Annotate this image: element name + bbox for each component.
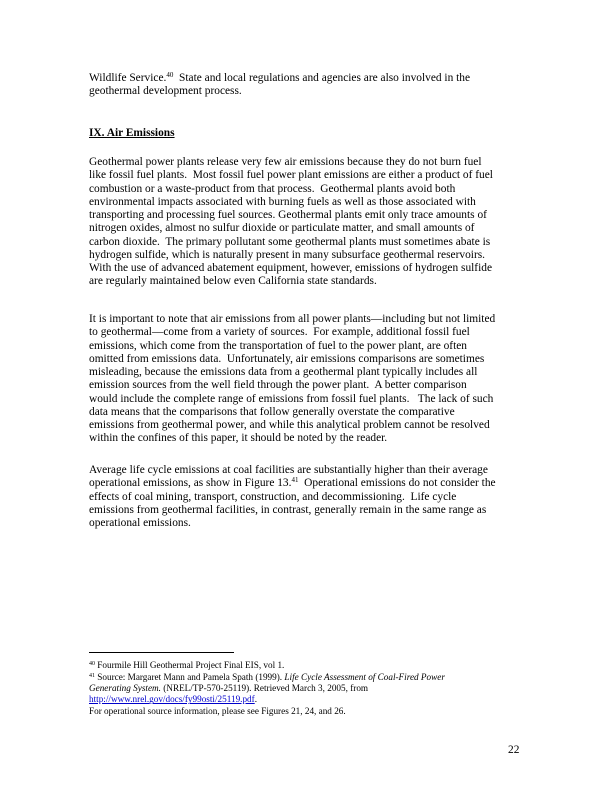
paragraph-line: Geothermal power plants release very few air emissions because they do not burn fuel (89, 156, 482, 168)
paragraph-line: within the confines of this paper, it should be noted by the reader. (89, 432, 388, 445)
paragraph-line: like fossil fuel plants. Most fossil fuel power plant emissions are either a product of fuel (89, 169, 493, 182)
footnote-41: $^{41}$ Source: Margaret Mann and Pamela Spath (1999). Life Cycle Assessment of Coal-Fired Power Generating System. (NREL/TP-570-25119). Retrieved March 3, 2005, from http://www.nrel.gov/docs/fy99osti/25119.pdf. For operational source information, please see Figures 21, 24, and 26. (89, 672, 529, 717)
paragraph-line: With the use of advanced abatement equipment, however, emissions of hydrogen sulfide (89, 262, 493, 274)
citation-title: Life Cycle Assessment of Coal-Fired Power (284, 672, 445, 682)
footnote-text: Source: Margaret Mann and Pamela Spath (1999). (95, 672, 285, 682)
paragraph-line: misleading, because the emissions data from a geothermal plant typically includes all (89, 366, 478, 378)
footnote-text: (NREL/TP-570-25119). Retrieved March 3, 2005, from (160, 683, 369, 694)
paragraph-line: to geothermal—come from a variety of sources. For example, additional fossil fuel (89, 326, 470, 339)
paragraph-line: Average life cycle emissions at coal facilities are substantially higher than their average (89, 464, 488, 476)
paragraph-line: emissions from geothermal power, and while this analytical problem cannot be resolved (89, 419, 490, 431)
paragraph-line: It is important to note that air emissions from all power plants—including but not limited (89, 313, 496, 325)
footnote-40 (89, 660, 529, 671)
paragraph-line: emissions from geothermal facilities, in contrast, generally remain in the same range as (89, 503, 487, 516)
paragraph-line: combustion or a waste-product from that process. Geothermal plants avoid both (89, 182, 456, 195)
footnote-separator (89, 652, 234, 653)
paragraph-2 (89, 313, 525, 446)
paragraph-line: environmental impacts associated with burning fuels as well as those associated with (89, 195, 476, 208)
paragraph-line: operational emissions, as show in Figure 13.41 Operational emissions do not consider the (89, 476, 496, 490)
section-heading: IX. Air Emissions (89, 127, 175, 139)
paragraph-line: operational emissions. (89, 517, 191, 529)
paragraph-line: emissions, which come from the transportation of fuel to the power plant, are often (89, 339, 467, 352)
footnote-text: Fourmile Hill Geothermal Project Final EIS, vol 1. (95, 660, 285, 670)
footnote-extra-note: For operational source information, please see Figures 21, 24, and 26. (89, 705, 346, 716)
footnote-ref-40[interactable]: 40 (166, 71, 174, 79)
paragraph-1 (89, 156, 525, 289)
paragraph-line: carbon dioxide. The primary pollutant some geothermal plants must sometimes abate is (89, 235, 491, 248)
footnote-marker: 40 (89, 661, 95, 667)
paragraph-line: effects of coal mining, transport, construction, and decommissioning. Life cycle (89, 490, 457, 503)
paragraph-line: are regularly maintained below even California state standards. (89, 275, 377, 288)
paragraph-line: would include the complete range of emissions from fossil fuel plants. The lack of such (89, 392, 494, 405)
intro-line-1: Wildlife Service.$^{40}$ State and local regulations and agencies are also involved in the (89, 71, 471, 84)
intro-paragraph (89, 72, 525, 99)
paragraph-line: data means that the comparisons that follow generally overstate the comparative (89, 405, 455, 418)
footnote-ref-41[interactable]: 41 (291, 476, 299, 485)
paragraph-line: transporting and processing fuel sources. Geothermal plants emit only trace amounts of (89, 209, 487, 221)
paragraph-3 (89, 464, 525, 530)
page-number: 22 (508, 744, 520, 756)
footnote-marker: 41 (89, 673, 95, 679)
paragraph-line: nitrogen oxides, almost no sulfur dioxide or particulate matter, and small amounts of (89, 222, 475, 235)
citation-title: Generating System. (89, 683, 161, 694)
paragraph-line: emission sources from the well field through the power plant. A better comparison (89, 379, 467, 392)
paragraph-line: omitted from emissions data. Unfortunately, air emissions comparisons are sometimes (89, 352, 485, 365)
intro-line-2: geothermal development process. (89, 85, 242, 98)
paragraph-line: hydrogen sulfide, which is naturally present in many subsurface geothermal reservoirs. (89, 248, 486, 261)
source-link[interactable]: http://www.nrel.gov/docs/fy99osti/25119.pdf (89, 694, 255, 705)
